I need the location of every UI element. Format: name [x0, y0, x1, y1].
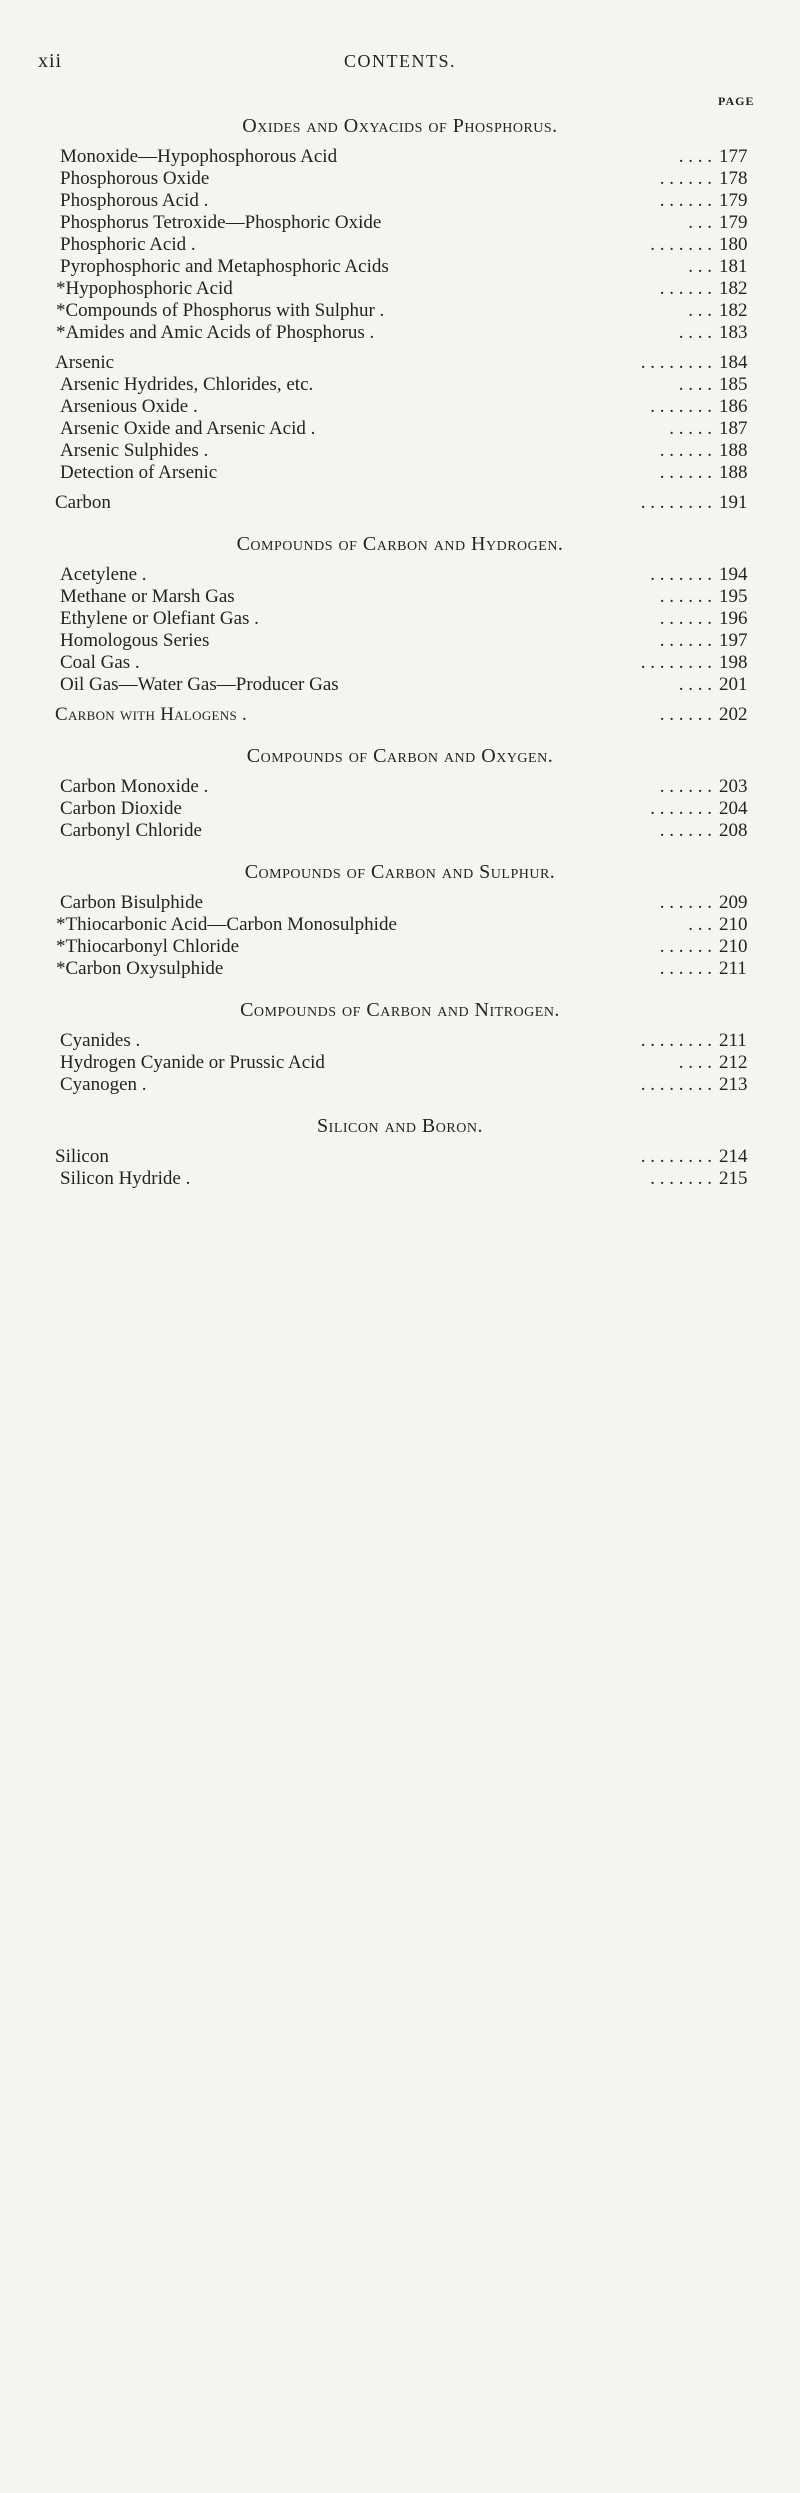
entry-page-number: 194	[719, 564, 748, 585]
entry-title: Pyrophosphoric and Metaphosphoric Acids	[60, 256, 389, 277]
dot-leader: . . . . . .	[659, 630, 712, 651]
toc-entry	[0, 564, 800, 586]
entry-title: *Hypophosphoric Acid	[56, 278, 233, 299]
dot-leader: . . .	[688, 212, 712, 233]
entry-page-number: 188	[719, 440, 748, 461]
toc-section	[0, 484, 800, 514]
entry-title: Ethylene or Olefiant Gas .	[60, 608, 259, 629]
dot-leader: . . . . . .	[659, 608, 712, 629]
dot-leader: . . . . . . .	[650, 798, 712, 819]
dot-leader: . . . . . . . .	[640, 652, 712, 673]
entry-title: Phosphoric Acid .	[60, 234, 196, 255]
toc-section	[0, 726, 800, 842]
entry-title: Carbon with Halogens .	[55, 704, 248, 725]
entry-title: Oil Gas—Water Gas—Producer Gas	[60, 674, 339, 695]
dot-leader: . . . . . .	[659, 936, 712, 957]
entry-title: *Thiocarbonyl Chloride	[56, 936, 240, 957]
dot-leader: . . .	[688, 256, 712, 277]
section-heading: Compounds of Carbon and Sulphur.	[244, 861, 556, 883]
dot-leader: . . . . . . . .	[640, 1074, 712, 1095]
toc-entry	[0, 630, 800, 652]
toc-entry	[0, 652, 800, 674]
entry-title: *Compounds of Phosphorus with Sulphur .	[56, 300, 385, 321]
entry-page-number: 209	[719, 892, 748, 913]
entry-title: Methane or Marsh Gas	[60, 586, 235, 607]
toc-section	[0, 696, 800, 726]
toc-section	[0, 980, 800, 1096]
entry-page-number: 188	[719, 462, 748, 483]
toc-entry	[0, 190, 800, 212]
dot-leader: . . . . . . . .	[640, 352, 712, 373]
dot-leader: . . . .	[678, 146, 712, 167]
dot-leader: . . . . . .	[659, 586, 712, 607]
entry-page-number: 214	[719, 1146, 748, 1167]
section-heading: Compounds of Carbon and Nitrogen.	[240, 999, 560, 1021]
toc-entry	[0, 586, 800, 608]
page-column-label: PAGE	[718, 94, 755, 108]
dot-leader: . . . . . . .	[650, 564, 712, 585]
toc-entry	[0, 958, 800, 980]
entry-title: *Thiocarbonic Acid—Carbon Monosulphide	[56, 914, 397, 935]
toc-entry	[0, 674, 800, 696]
dot-leader: . . .	[688, 300, 712, 321]
toc-entry	[0, 278, 800, 300]
entry-title: Coal Gas .	[60, 652, 140, 673]
entry-page-number: 182	[719, 300, 748, 321]
entry-title: Homologous Series	[60, 630, 210, 651]
entry-title: Carbon	[55, 492, 111, 513]
entry-page-number: 181	[719, 256, 748, 277]
toc-entry	[0, 1052, 800, 1074]
section-heading: Oxides and Oxyacids of Phosphorus.	[242, 115, 558, 137]
toc-entry	[0, 608, 800, 630]
toc-entry	[0, 462, 800, 484]
toc-section	[0, 842, 800, 980]
entry-title: Carbon Dioxide	[60, 798, 182, 819]
toc-entry	[0, 914, 800, 936]
entry-title: Arsenic Oxide and Arsenic Acid .	[60, 418, 316, 439]
dot-leader: . . . . . . .	[650, 1168, 712, 1189]
entry-page-number: 213	[719, 1074, 748, 1095]
entry-title: *Amides and Amic Acids of Phosphorus .	[56, 322, 375, 343]
toc-entry	[0, 322, 800, 344]
entry-page-number: 178	[719, 168, 748, 189]
toc-entry	[0, 212, 800, 234]
dot-leader: . . . .	[678, 1052, 712, 1073]
entry-title: Arsenic Hydrides, Chlorides, etc.	[60, 374, 314, 395]
entry-title: Acetylene .	[60, 564, 147, 585]
dot-leader: . . . . . .	[659, 168, 712, 189]
dot-leader: . . . .	[678, 374, 712, 395]
dot-leader: . . . . . . .	[650, 234, 712, 255]
entry-title: Silicon Hydride .	[60, 1168, 191, 1189]
entry-page-number: 186	[719, 396, 748, 417]
section-heading: Silicon and Boron.	[317, 1115, 483, 1137]
toc-section	[0, 344, 800, 484]
dot-leader: . . . . . .	[659, 820, 712, 841]
entry-page-number: 187	[719, 418, 748, 439]
toc-entry	[0, 418, 800, 440]
entry-page-number: 203	[719, 776, 748, 797]
dot-leader: . . . . .	[669, 418, 712, 439]
entry-page-number: 183	[719, 322, 748, 343]
toc-entry	[0, 300, 800, 322]
entry-page-number: 202	[719, 704, 748, 725]
entry-page-number: 184	[719, 352, 748, 373]
toc-entry	[0, 440, 800, 462]
entry-title: Arsenic	[55, 352, 115, 373]
toc-entry	[0, 352, 800, 374]
entry-title: Cyanogen .	[60, 1074, 147, 1095]
entry-title: Phosphorus Tetroxide—Phosphoric Oxide	[60, 212, 382, 233]
toc-entry	[0, 396, 800, 418]
toc-entry	[0, 798, 800, 820]
running-title: CONTENTS.	[344, 51, 456, 71]
toc-entry	[0, 492, 800, 514]
entry-page-number: 177	[719, 146, 748, 167]
entry-page-number: 210	[719, 914, 748, 935]
toc-entry	[0, 776, 800, 798]
toc-entry	[0, 1030, 800, 1052]
dot-leader: . . . .	[678, 322, 712, 343]
dot-leader: . . . . . .	[659, 190, 712, 211]
entry-title: Silicon	[55, 1146, 109, 1167]
entry-title: Cyanides .	[60, 1030, 141, 1051]
dot-leader: . . . . . . . .	[640, 492, 712, 513]
toc-section	[0, 1096, 800, 1190]
toc-entry	[0, 374, 800, 396]
dot-leader: . . . . . .	[659, 440, 712, 461]
entry-page-number: 198	[719, 652, 748, 673]
entry-page-number: 197	[719, 630, 748, 651]
entry-page-number: 211	[719, 958, 747, 979]
toc-entry	[0, 1074, 800, 1096]
dot-leader: . . . . . . .	[650, 396, 712, 417]
section-heading: Compounds of Carbon and Hydrogen.	[236, 533, 564, 555]
entry-page-number: 211	[719, 1030, 747, 1051]
dot-leader: . . . . . .	[659, 892, 712, 913]
entry-page-number: 195	[719, 586, 748, 607]
toc-section	[0, 514, 800, 696]
dot-leader: . . . . . . . .	[640, 1030, 712, 1051]
toc-entry	[0, 820, 800, 842]
dot-leader: . . .	[688, 914, 712, 935]
entry-page-number: 212	[719, 1052, 748, 1073]
toc-entry	[0, 1168, 800, 1190]
entry-page-number: 179	[719, 212, 748, 233]
entry-title: Phosphorous Oxide	[60, 168, 210, 189]
running-head	[0, 50, 800, 76]
dot-leader: . . . . . . . .	[640, 1146, 712, 1167]
toc-entry	[0, 256, 800, 278]
entry-page-number: 180	[719, 234, 748, 255]
folio-page-number: xii	[38, 50, 63, 72]
entry-title: *Carbon Oxysulphide	[56, 958, 224, 979]
dot-leader: . . . . . .	[659, 462, 712, 483]
toc-entry	[0, 1146, 800, 1168]
entry-page-number: 215	[719, 1168, 748, 1189]
entry-title: Phosphorous Acid .	[60, 190, 209, 211]
table-of-contents	[0, 112, 800, 1190]
entry-page-number: 191	[719, 492, 748, 513]
entry-page-number: 201	[719, 674, 748, 695]
entry-title: Arsenious Oxide .	[60, 396, 198, 417]
entry-title: Hydrogen Cyanide or Prussic Acid	[60, 1052, 325, 1073]
entry-page-number: 185	[719, 374, 748, 395]
dot-leader: . . . . . .	[659, 278, 712, 299]
entry-title: Carbon Bisulphide	[60, 892, 204, 913]
toc-entry	[0, 892, 800, 914]
toc-entry	[0, 168, 800, 190]
dot-leader: . . . . . .	[659, 958, 712, 979]
dot-leader: . . . .	[678, 674, 712, 695]
entry-title: Detection of Arsenic	[60, 462, 218, 483]
toc-entry	[0, 234, 800, 256]
entry-title: Arsenic Sulphides .	[60, 440, 209, 461]
entry-page-number: 208	[719, 820, 748, 841]
toc-entry	[0, 936, 800, 958]
entry-page-number: 204	[719, 798, 748, 819]
section-heading: Compounds of Carbon and Oxygen.	[246, 745, 554, 767]
toc-entry	[0, 704, 800, 726]
entry-title: Carbonyl Chloride	[60, 820, 202, 841]
dot-leader: . . . . . .	[659, 704, 712, 725]
toc-section	[0, 112, 800, 344]
toc-entry	[0, 146, 800, 168]
entry-page-number: 196	[719, 608, 748, 629]
entry-title: Carbon Monoxide .	[60, 776, 209, 797]
entry-page-number: 182	[719, 278, 748, 299]
entry-page-number: 179	[719, 190, 748, 211]
entry-title: Monoxide—Hypophosphorous Acid	[60, 146, 338, 167]
entry-page-number: 210	[719, 936, 748, 957]
dot-leader: . . . . . .	[659, 776, 712, 797]
